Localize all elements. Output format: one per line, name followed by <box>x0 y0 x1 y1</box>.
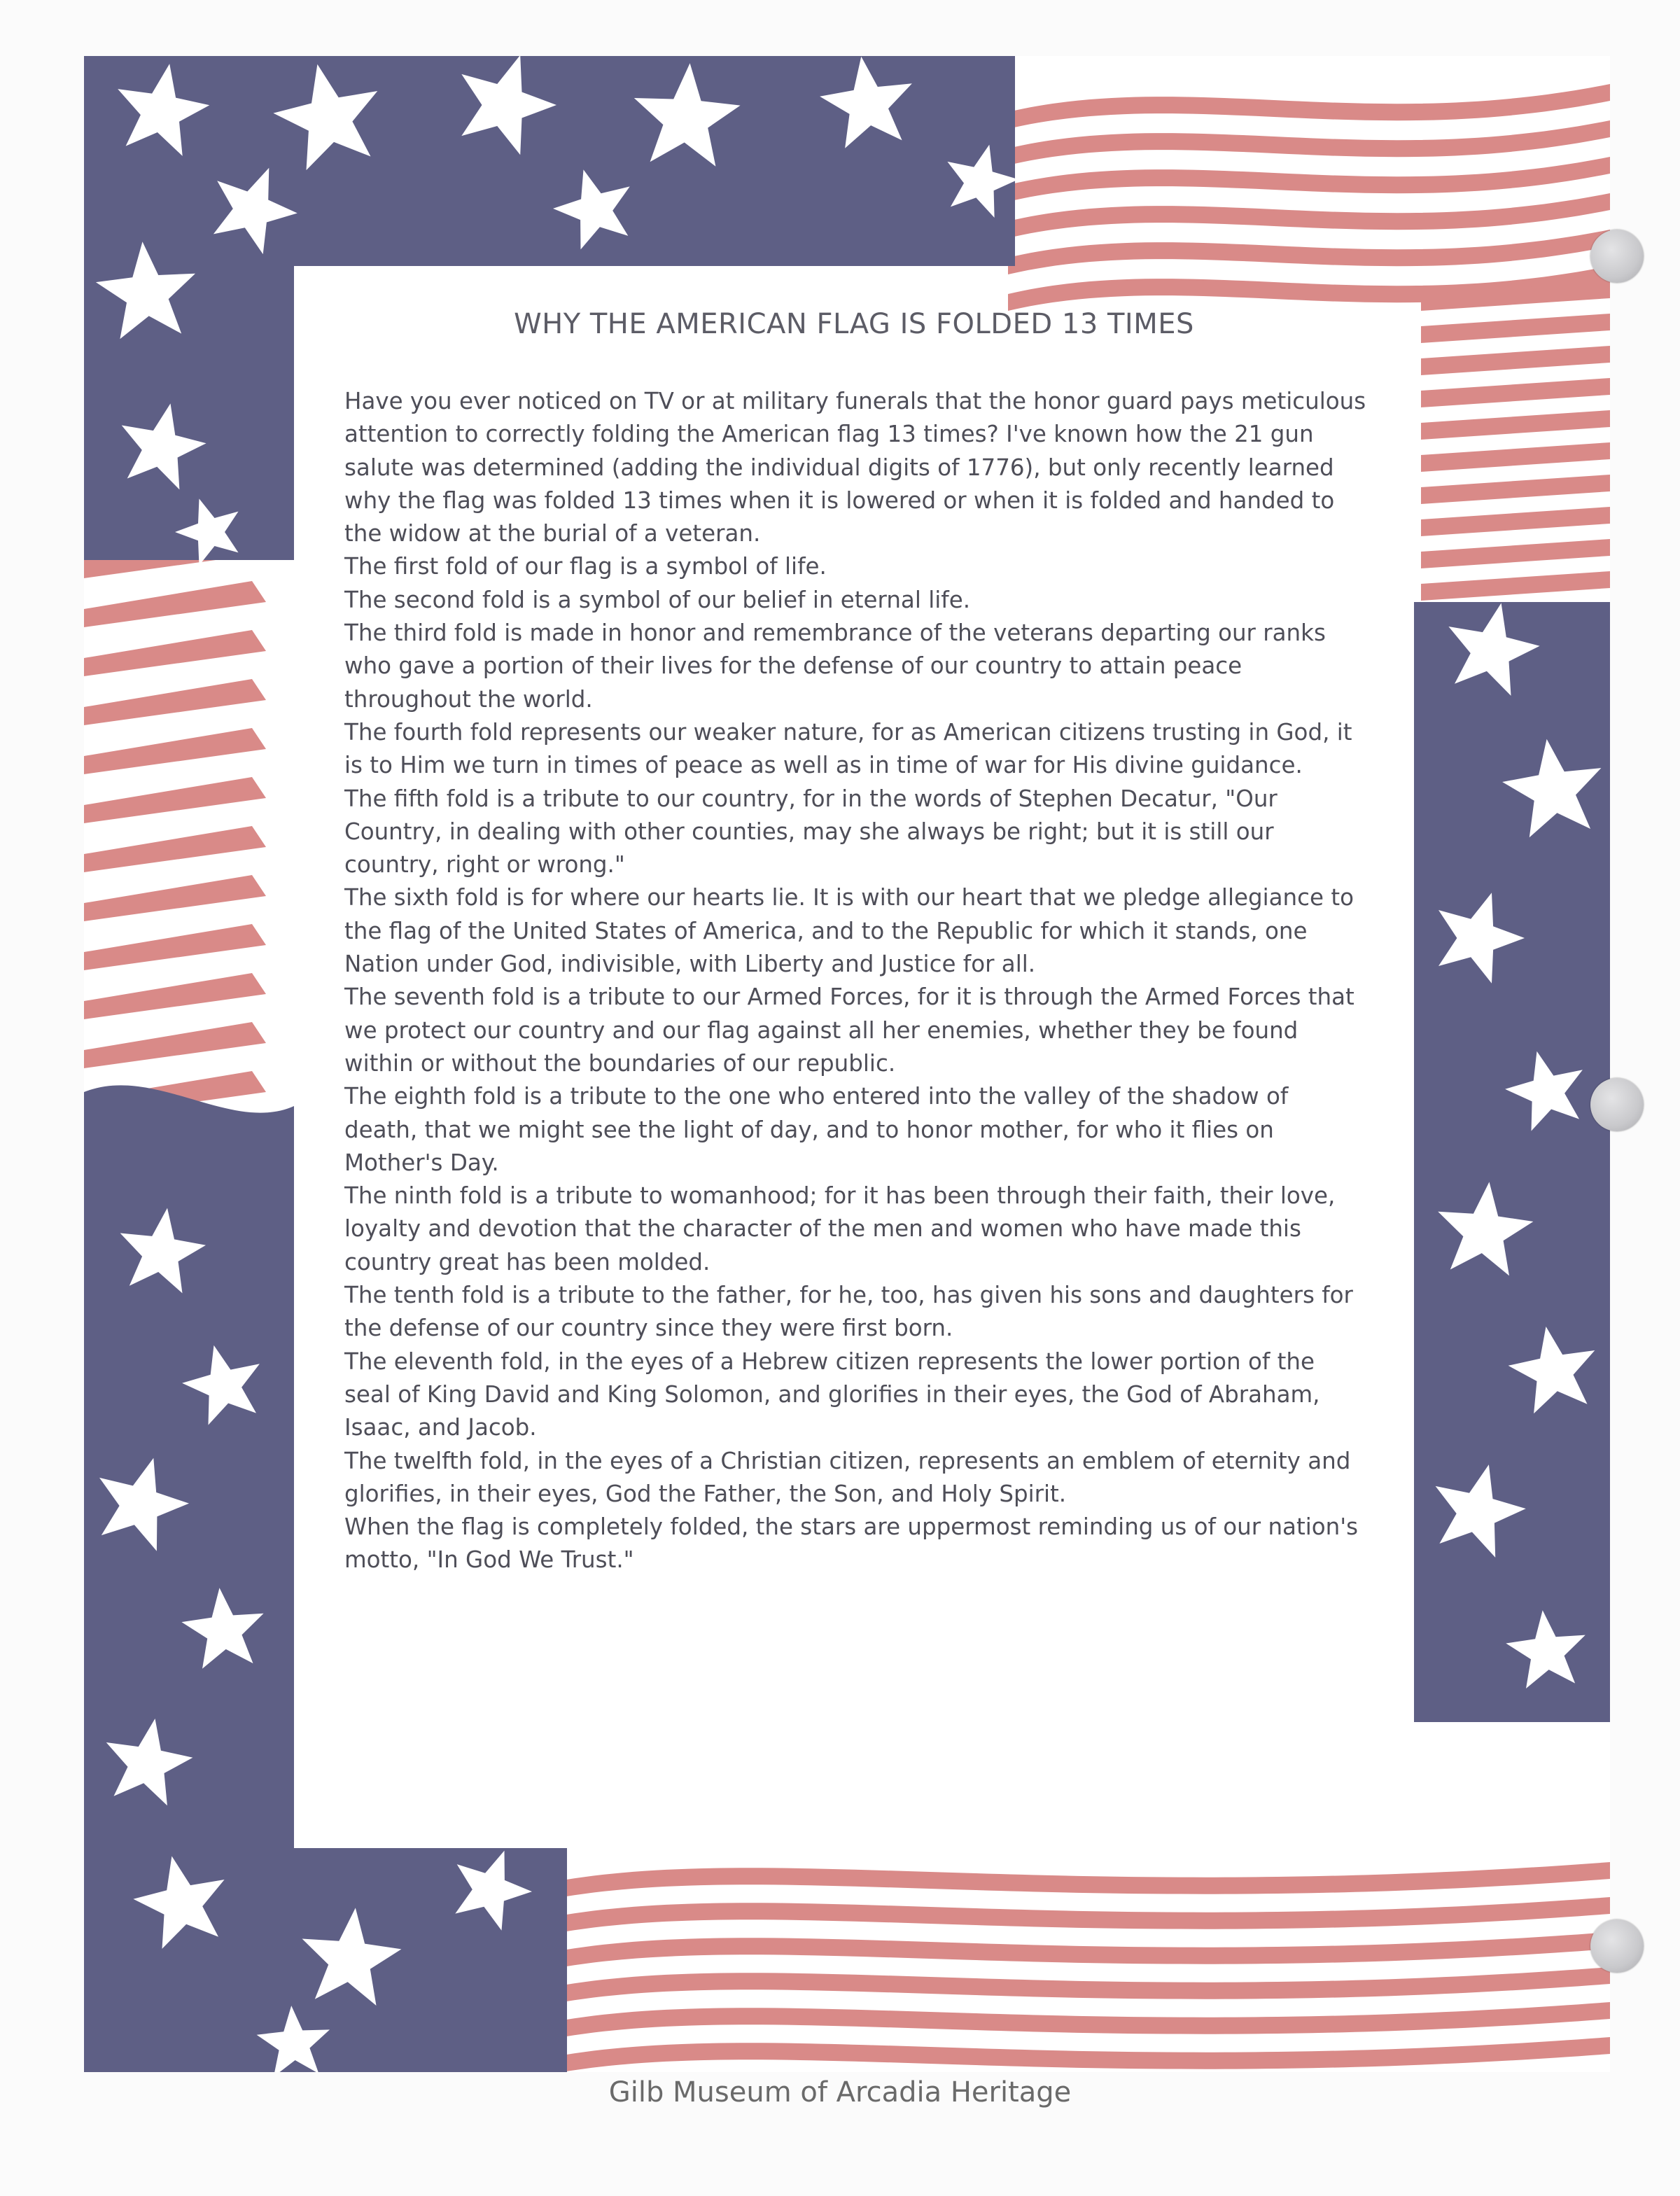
final-fold-paragraph: When the flag is completely folded, the stars are uppermost reminding us of our nation's motto, "In God We Trust." <box>344 1513 1359 1574</box>
footer-caption: Gilb Museum of Arcadia Heritage <box>608 2076 1072 2108</box>
fold-1-paragraph: The first fold of our flag is a symbol of life. <box>344 553 827 580</box>
fold-6-paragraph: The sixth fold is for where our hearts lie. It is with our heart that we pledge allegiance to the flag of the United States of America, and to the Republic for which it stands, one Nation under God, indivisible, with Liberty and Justice for all. <box>344 884 1354 978</box>
blue-field <box>84 56 294 560</box>
fold-4-paragraph: The fourth fold represents our weaker nature, for as American citizens trusting in God, it is to Him we turn in times of peace as well as in time of war for His divine guidance. <box>344 718 1352 779</box>
content-panel <box>294 266 1414 1848</box>
document-body <box>344 385 1366 1577</box>
binder-hole-top <box>1590 230 1644 283</box>
binder-hole-bottom <box>1590 1919 1644 1973</box>
fold-9-paragraph: The ninth fold is a tribute to womanhood; for it has been through their faith, their love, loyalty and devotion that the character of the men and women who have made this country great has been molded. <box>344 1182 1336 1275</box>
document-title: WHY THE AMERICAN FLAG IS FOLDED 13 TIMES <box>514 308 1194 340</box>
fold-12-paragraph: The twelfth fold, in the eyes of a Christian citizen, represents an emblem of eternity and glorifies, in their eyes, God the Father, the Son, and Holy Spirit. <box>344 1447 1351 1507</box>
fold-10-paragraph: The tenth fold is a tribute to the father, for he, too, has given his sons and daughters for the defense of our country since they were first born. <box>344 1282 1353 1342</box>
fold-5-paragraph: The fifth fold is a tribute to our country, for in the words of Stephen Decatur, "Our Country, in dealing with other counties, may she always be right; but it is still our country, right or wrong." <box>344 785 1278 879</box>
fold-2-paragraph: The second fold is a symbol of our belief in eternal life. <box>344 586 971 613</box>
fold-7-paragraph: The seventh fold is a tribute to our Armed Forces, for it is through the Armed Forces that we protect our country and our flag against all her enemies, whether they be found within or without the boundaries of our republic. <box>344 984 1354 1077</box>
fold-8-paragraph: The eighth fold is a tribute to the one who entered into the valley of the shadow of death, that we might see the light of day, and to honor mother, for who it flies on Mother's Day. <box>344 1083 1289 1176</box>
binder-hole-middle <box>1590 1078 1644 1131</box>
fold-11-paragraph: The eleventh fold, in the eyes of a Hebrew citizen represents the lower portion of the seal of King David and King Solomon, and glorifies in their eyes, the God of Abraham, Isaac, and Jacob. <box>344 1348 1320 1441</box>
fold-3-paragraph: The third fold is made in honor and remembrance of the veterans departing our ranks who gave a portion of their lives for the defense of our country to attain peace throughout the world. <box>344 620 1326 713</box>
intro-paragraph: Have you ever noticed on TV or at military funerals that the honor guard pays meticulous attention to correctly folding the American flag 13 times? I've known how the 21 gun salute was determined (adding the individual digits of 1776), but only recently learned why the flag was folded 13 times when it is lowered or when it is folded and handed to the widow at the burial of a veteran. <box>344 388 1366 547</box>
